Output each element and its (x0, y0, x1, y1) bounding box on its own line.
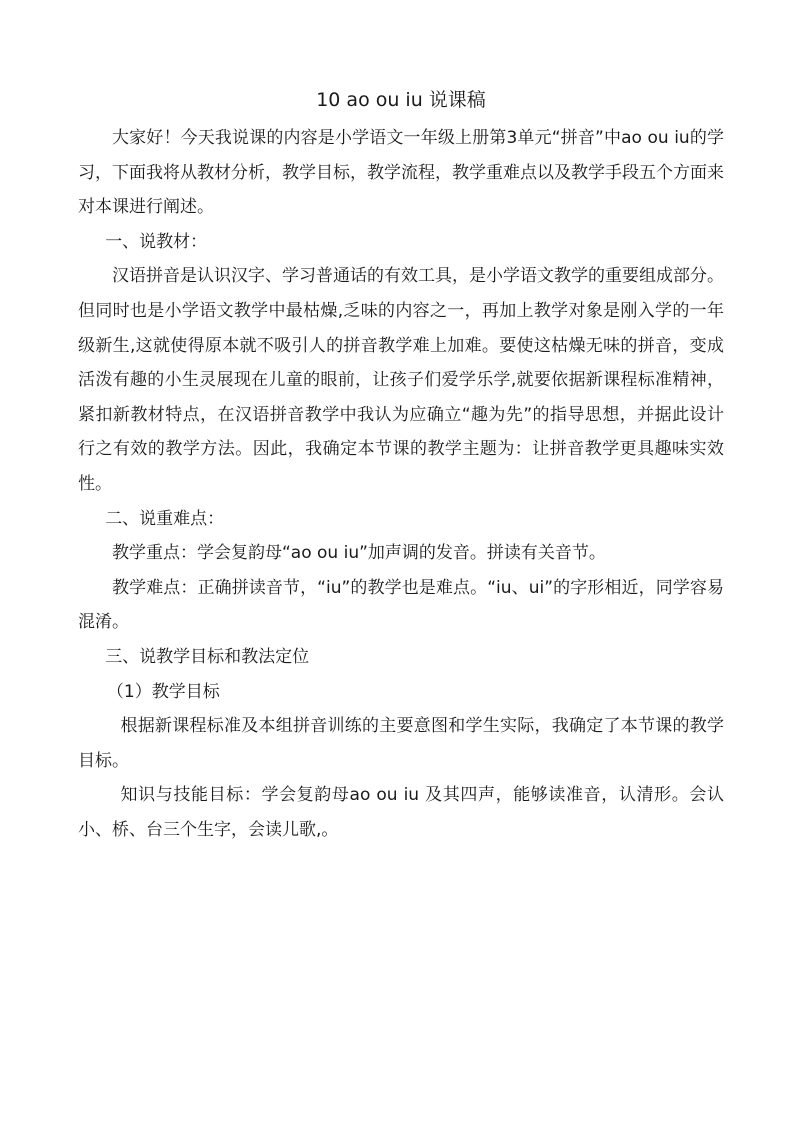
subsection-heading-objectives: （1）教学目标 (106, 681, 220, 702)
knowledge-goal-paragraph: 知识与技能目标：学会复韵母ao ou iu 及其四声，能够读准音，认清形。会认小、桥、台三个生字，会读儿歌,。 (78, 785, 724, 840)
document-page (78, 82, 724, 847)
key-point-paragraph: 教学重点：学会复韵母“ao ou iu”加声调的发音。拼读有关音节。 (112, 543, 606, 564)
section-heading-key-points: 二、说重难点： (105, 508, 225, 529)
objectives-intro-paragraph: 根据新课程标准及本组拼音训练的主要意图和学生实际，我确定了本节课的教学目标。 (78, 716, 724, 771)
document-title: 10 ao ou iu 说课稿 (316, 89, 486, 111)
difficulty-paragraph: 教学难点：正确拼读音节，“iu”的教学也是难点。“iu、ui”的字形相近，同学容易混淆。 (78, 577, 724, 633)
section-heading-objectives: 三、说教学目标和教法定位 (105, 646, 310, 667)
section-heading-teaching-material: 一、说教材： (105, 231, 208, 252)
teaching-material-paragraph: 汉语拼音是认识汉字、学习普通话的有效工具，是小学语文教学的重要组成部分。但同时也是小学语文教学中最枯燥,乏味的内容之一，再加上教学对象是刚入学的一年级新生,这就使得原本就不吸引人的拼音教学难上加难。要使这枯燥无味的拼音，变成活泼有趣的小生灵展现在儿童的眼前，让孩子们爱学乐学,就要依据新课程标准精神，紧扣新教材特点，在汉语拼音教学中我认为应确立“趣为先”的指导思想，并据此设计行之有效的教学方法。因此，我确定本节课的教学主题为：让拼音教学更具趣味实效性。 (78, 266, 724, 494)
intro-paragraph: 大家好！今天我说课的内容是小学语文一年级上册第3单元“拼音”中ao ou iu的学习，下面我将从教材分析，教学目标，教学流程，教学重难点以及教学手段五个方面来对本课进行阐述。 (78, 128, 724, 218)
